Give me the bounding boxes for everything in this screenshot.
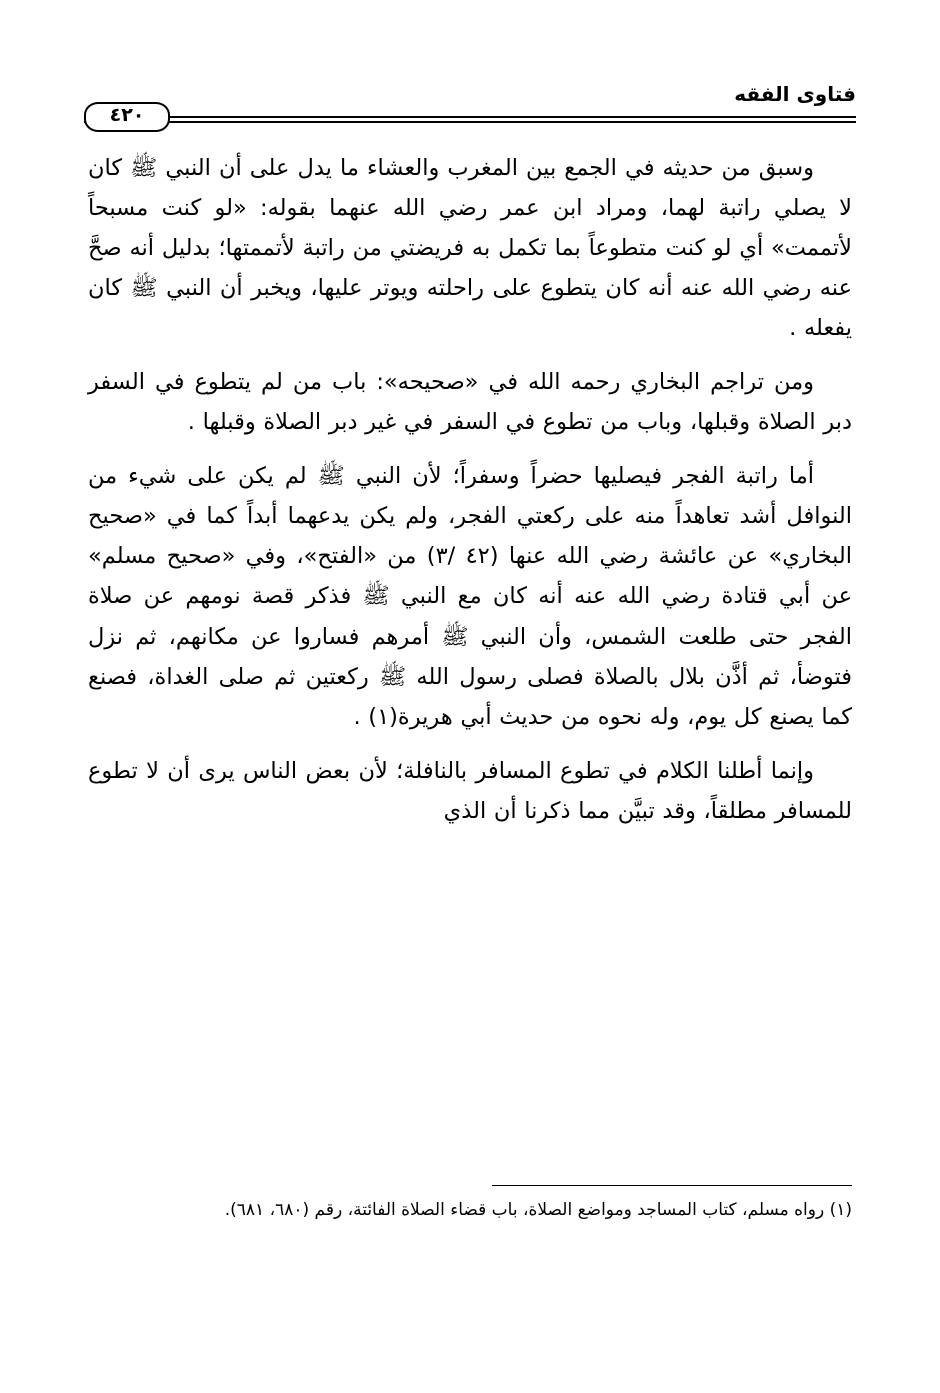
footnote-text: (١) رواه مسلم، كتاب المساجد ومواضع الصلاة، باب قضاء الصلاة الفائتة، رقم (٦٨٠، ٦٨١). [224,1200,852,1220]
book-title: فتاوى الفقه [734,82,856,106]
page-body [88,148,852,845]
paragraph: وإنما أطلنا الكلام في تطوع المسافر بالنافلة؛ لأن بعض الناس يرى أن لا تطوع للمسافر مطلقاً، وقد تبيَّن مما ذكرنا أن الذي [88,757,852,824]
page-number: ٤٢٠ [84,102,170,132]
paragraph: وسبق من حديثه في الجمع بين المغرب والعشاء ما يدل على أن النبي ﷺ كان لا يصلي راتبة لهما، ومراد ابن عمر رضي الله عنهما بقوله: «لو كنت مسبحاً لأتممت» أي لو كنت متطوعاً بما تكمل به فريضتي من راتبة لأتممتها؛ بدليل أنه صحَّ عنه رضي الله عنه أنه كان يتطوع على راحلته ويوتر عليها، ويخبر أن النبي ﷺ كان يفعله . [88,155,852,342]
page-header [84,84,856,130]
paragraph: ومن تراجم البخاري رحمه الله في «صحيحه»: باب من لم يتطوع في السفر دبر الصلاة وقبلها، وباب من تطوع في السفر في غير دبر الصلاة وقبلها . [88,369,852,436]
footnote-area [88,1185,852,1226]
header-divider [84,116,856,123]
paragraph: أما راتبة الفجر فيصليها حضراً وسفراً؛ لأن النبي ﷺ لم يكن على شيء من النوافل أشد تعاهداً منه على ركعتي الفجر، ولم يكن يدعهما أبداً كما في «صحيح البخاري» عن عائشة رضي الله عنها (٤٢ /٣) من «الفتح»، وفي «صحيح مسلم» عن أبي قتادة رضي الله عنه أنه كان مع النبي ﷺ فذكر قصة نومهم عن صلاة الفجر حتى طلعت الشمس، وأن النبي ﷺ أمرهم فساروا عن مكانهم، ثم نزل فتوضأ، ثم أذَّن بلال بالصلاة فصلى رسول الله ﷺ ركعتين ثم صلى الغداة، فصنع كما يصنع كل يوم، وله نحوه من حديث أبي هريرة(١) . [88,463,852,730]
footnote-divider [492,1185,852,1186]
